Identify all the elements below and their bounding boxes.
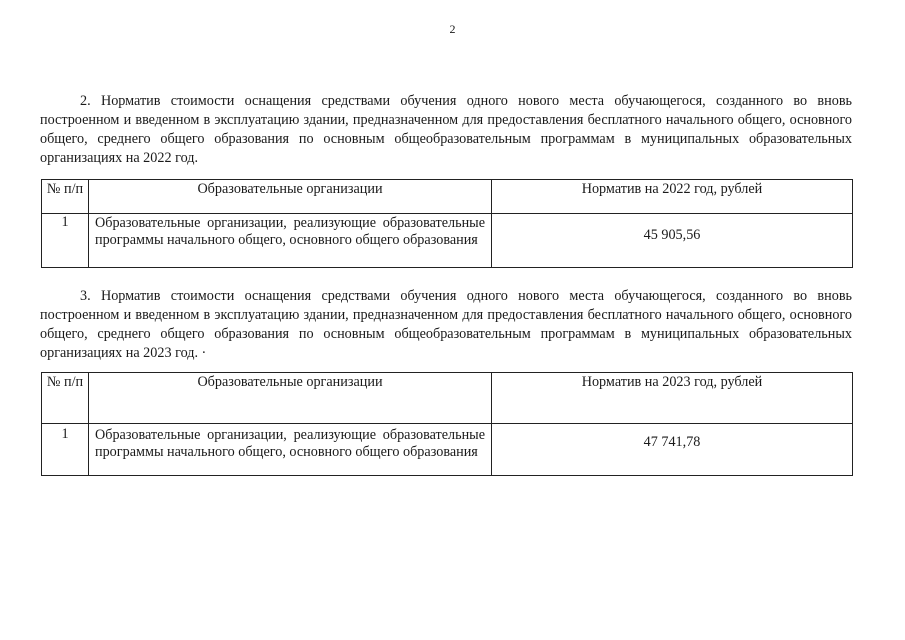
header-organizations: Образовательные организации xyxy=(89,180,492,214)
paragraph-norm-2023: 3. Норматив стоимости оснащения средствами обучения одного нового места обучающегося, созданного во вновь построенном и введенном в эксплуатацию здании, предназначенном для предоставления бесплатного начального общего, основного общего, среднего общего образования по основным общеобразовательным программам в муниципальных образовательных организациях на 2023 год. · xyxy=(40,288,852,361)
header-organizations: Образовательные организации xyxy=(89,373,492,424)
table-header-row xyxy=(42,373,853,424)
norm-table-2023 xyxy=(41,372,853,476)
header-norm-value: Норматив на 2023 год, рублей xyxy=(492,373,853,424)
table-row xyxy=(42,214,853,268)
norm-table-2022 xyxy=(41,179,853,268)
header-norm-value: Норматив на 2022 год, рублей xyxy=(492,180,853,214)
cell-row-number: 1 xyxy=(42,424,89,476)
header-number: № п/п xyxy=(42,373,89,424)
cell-organization: Образовательные организации, реализующие образовательные программы начального общего, основного общего образования xyxy=(89,424,492,476)
table-header-row xyxy=(42,180,853,214)
table-row xyxy=(42,424,853,476)
cell-norm-value: 47 741,78 xyxy=(492,424,853,476)
page-number: 2 xyxy=(449,22,456,36)
cell-norm-value: 45 905,56 xyxy=(492,214,853,268)
paragraph-norm-2022: 2. Норматив стоимости оснащения средствами обучения одного нового места обучающегося, созданного во вновь построенном и введенном в эксплуатацию здании, предназначенном для предоставления бесплатного начального общего, основного общего, среднего общего образования по основным общеобразовательным программам в муниципальных образовательных организациях на 2022 год. xyxy=(40,93,852,166)
cell-organization: Образовательные организации, реализующие образовательные программы начального общего, основного общего образования xyxy=(89,214,492,268)
header-number: № п/п xyxy=(42,180,89,214)
cell-row-number: 1 xyxy=(42,214,89,268)
